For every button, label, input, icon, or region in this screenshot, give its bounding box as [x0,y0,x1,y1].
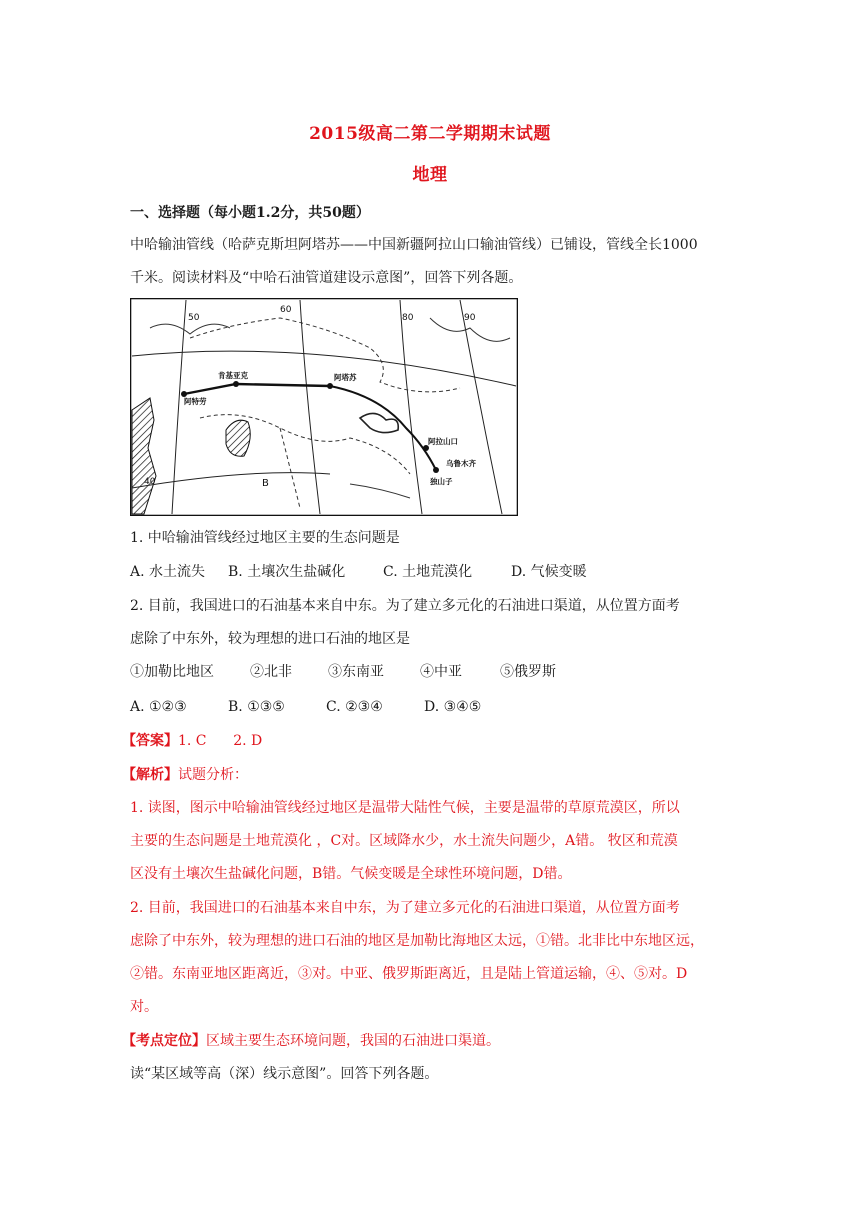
aral-hatch [226,420,250,456]
intro-line-2: 千米。阅读材料及“中哈石油管道建设示意图”，回答下列各题。 [130,270,523,286]
q2-item: ⑤俄罗斯 [500,664,556,680]
q1-options [130,562,587,582]
city-label: 乌鲁木齐 [446,459,476,468]
q2-options [130,697,481,717]
answer-line [122,731,262,751]
label-90: 90 [464,313,476,323]
kaodian-label: 【考点定位】 [122,1033,206,1049]
analysis-p2-line: 虑除了中东外，较为理想的进口石油的地区是加勒比海地区太远，①错。北非比中东地区远， [130,933,704,949]
kaodian-line [122,1031,500,1051]
analysis-p2-line: 2. 目前，我国进口的石油基本来自中东，为了建立多元化的石油进口渠道，从位置方面考 [130,900,680,916]
label-50: 50 [188,313,200,323]
section-heading: 一、选择题（每小题1.2分，共50题） [130,205,370,221]
q1-option-d: D. 气候变暖 [511,564,587,580]
intro-line-1: 中哈输油管线（哈萨克斯坦阿塔苏——中国新疆阿拉山口输油管线）已铺设，管线全长1000 [130,237,698,253]
q2-item: ③东南亚 [328,664,384,680]
label-60: 60 [280,305,292,315]
pipeline-map [130,298,518,516]
city-label: 阿拉山口 [428,437,458,446]
city-label: 肯基亚克 [218,371,248,380]
label-40: 40 [144,477,156,487]
q2-item: ②北非 [250,664,292,680]
q2-option-a: A. ①②③ [130,699,187,715]
answer-value: 1. C 2. D [178,733,263,749]
exam-title: 2015级高二第二学期期末试题 [309,124,551,144]
subject-title: 地理 [412,165,448,185]
analysis-intro: 试题分析： [178,767,248,783]
q2-option-c: C. ②③④ [326,699,383,715]
answer-label: 【答案】 [122,733,178,749]
city-label: 阿特劳 [184,397,207,406]
analysis-label: 【解析】 [122,767,178,783]
city-label: 独山子 [430,477,453,486]
q2-stem-2: 虑除了中东外，较为理想的进口石油的地区是 [130,631,410,647]
q2-option-b: B. ①③⑤ [228,699,285,715]
analysis-p1-line: 1. 读图，图示中哈输油管线经过地区是温带大陆性气候，主要是温带的草原荒漠区，所以 [130,800,680,816]
q1-option-b: B. 土壤次生盐碱化 [228,564,346,580]
analysis-p1-line: 区没有土壤次生盐碱化问题，B错。气候变暖是全球性环境问题，D错。 [130,866,572,882]
label-b: B [262,478,269,489]
q1-stem: 1. 中哈输油管线经过地区主要的生态问题是 [130,530,400,546]
analysis-line [122,765,248,785]
analysis-p2-line: 对。 [130,999,158,1015]
analysis-p2-line: ②错。东南亚地区距离近，③对。中亚、俄罗斯距离近，且是陆上管道运输，④、⑤对。D [130,966,688,982]
q1-option-c: C. 土地荒漠化 [383,564,473,580]
q2-option-d: D. ③④⑤ [424,699,482,715]
city-label: 阿塔苏 [334,373,357,382]
next-question-intro: 读“某区域等高（深）线示意图”。回答下列各题。 [130,1066,439,1082]
q2-item: ④中亚 [420,664,462,680]
label-80: 80 [402,313,414,323]
q2-items [130,662,556,682]
kaodian-text: 区域主要生态环境问题，我国的石油进口渠道。 [206,1033,500,1049]
q1-option-a: A. 水土流失 [130,564,206,580]
q2-item: ①加勒比地区 [130,664,214,680]
analysis-p1-line: 主要的生态问题是土地荒漠化 ，C对。区域降水少，水土流失问题少，A错。 牧区和荒漠 [130,833,678,849]
q2-stem-1: 2. 目前，我国进口的石油基本来自中东。为了建立多元化的石油进口渠道，从位置方面考 [130,598,680,614]
